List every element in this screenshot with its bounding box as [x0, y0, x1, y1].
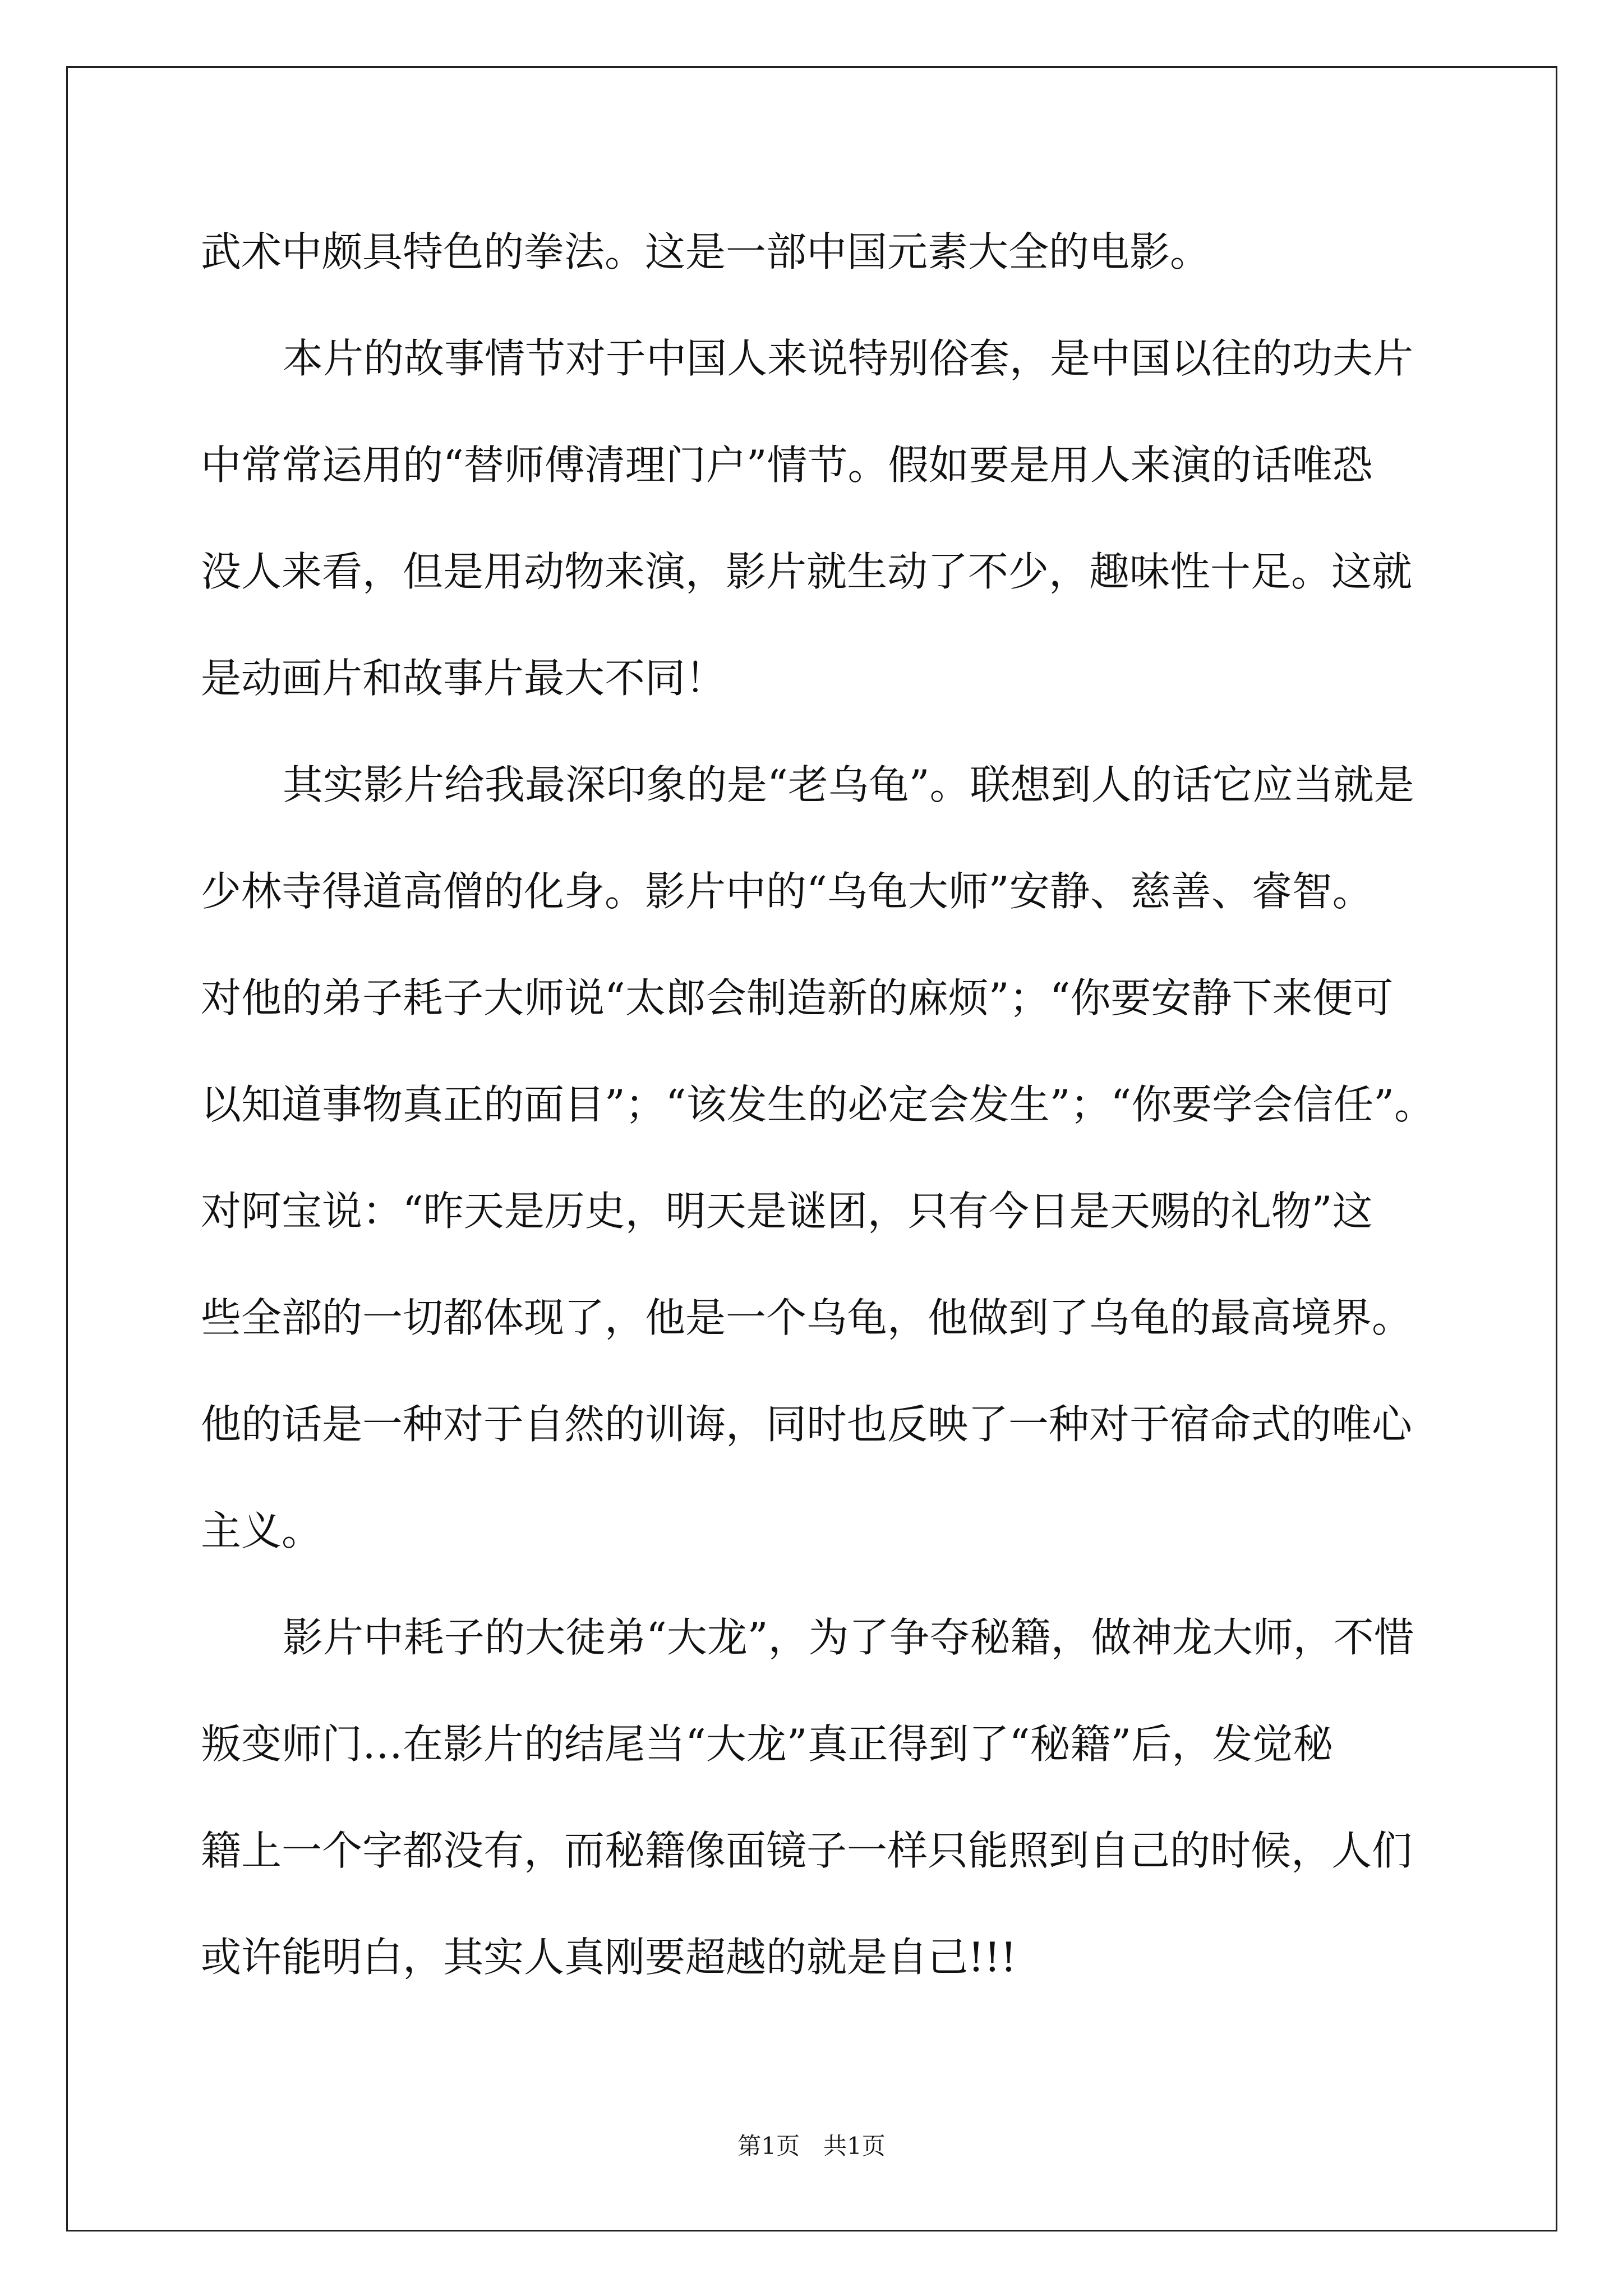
text-line: 对他的弟子耗子大师说“太郎会制造新的麻烦”；“你要安静下来便可	[201, 974, 1394, 1022]
text-line: 些全部的一切都体现了，他是一个乌龟，他做到了乌龟的最高境界。	[201, 1294, 1413, 1341]
text-line: 对阿宝说：“昨天是历史，明天是谜团，只有今日是天赐的礼物”这	[201, 1188, 1373, 1235]
paragraph-start-line: 其实影片给我最深印象的是“老乌龟”。联想到人的话它应当就是	[283, 761, 1414, 808]
text-line: 主义。	[201, 1507, 322, 1554]
paragraph-start-line: 本片的故事情节对于中国人来说特别俗套，是中国以往的功夫片	[283, 335, 1414, 382]
page-number-footer: 第1页 共1页	[737, 2132, 886, 2160]
text-line: 是动画片和故事片最大不同！	[201, 655, 726, 702]
text-line: 叛变师门…在影片的结尾当“大龙”真正得到了“秘籍”后，发觉秘	[201, 1720, 1334, 1768]
paragraph-start-line: 影片中耗子的大徒弟“大龙”，为了争夺秘籍，做神龙大师，不惜	[283, 1614, 1414, 1661]
text-line: 以知道事物真正的面目”；“该发生的必定会发生”；“你要学会信任”。	[201, 1081, 1435, 1128]
text-line: 武术中颇具特色的拳法。这是一部中国元素大全的电影。	[201, 228, 1211, 275]
text-line: 他的话是一种对于自然的训诲，同时也反映了一种对于宿命式的唯心	[201, 1401, 1413, 1448]
text-line: 中常常运用的“替师傅清理门户”情节。假如要是用人来演的话唯恐	[201, 441, 1373, 489]
text-line: 少林寺得道高僧的化身。影片中的“乌龟大师”安静、慈善、睿智。	[201, 868, 1373, 915]
text-line: 或许能明白，其实人真刚要超越的就是自己!!!	[201, 1934, 1017, 1981]
document-body	[201, 199, 1547, 2010]
text-line: 没人来看，但是用动物来演，影片就生动了不少，趣味性十足。这就	[201, 548, 1413, 595]
text-line: 籍上一个字都没有，而秘籍像面镜子一样只能照到自己的时候，人们	[201, 1827, 1413, 1874]
